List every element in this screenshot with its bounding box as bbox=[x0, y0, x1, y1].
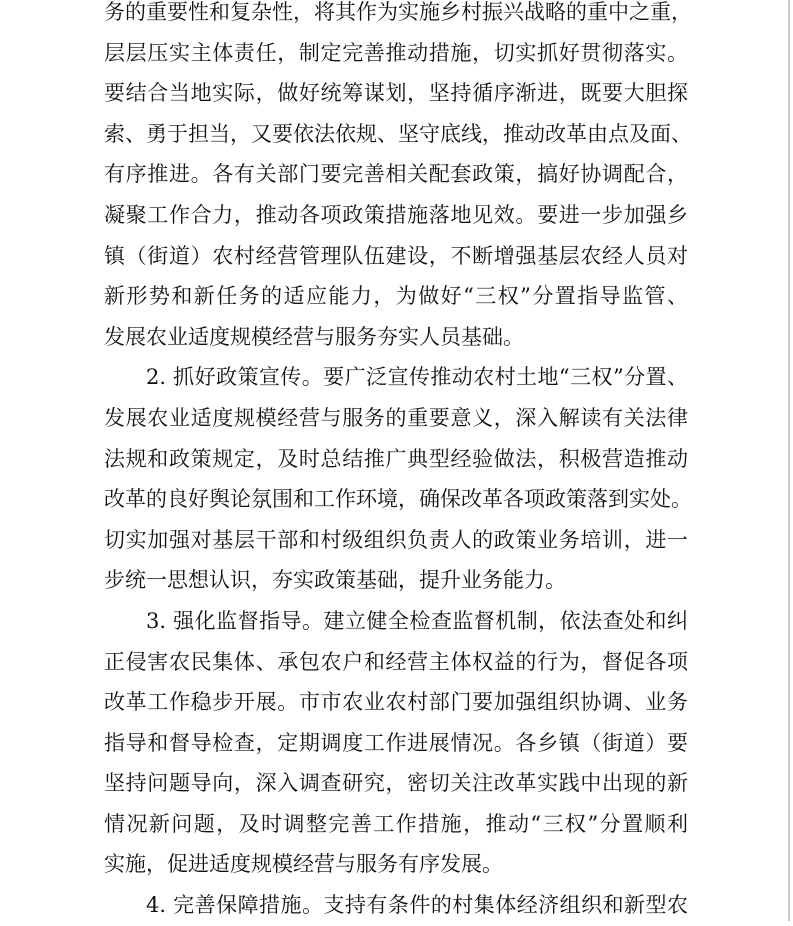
text-line: 正侵害农民集体、承包农户和经营主体权益的行为，督促各项 bbox=[104, 649, 688, 674]
text-line: 改革的良好舆论氛围和工作环境，确保改革各项政策落到实处。 bbox=[104, 487, 692, 512]
text-line: 指导和督导检查，定期调度工作进展情况。各乡镇（街道）要 bbox=[104, 730, 688, 755]
text-line: 步统一思想认识，夯实政策基础，提升业务能力。 bbox=[104, 568, 566, 593]
text-line: 发展农业适度规模经营与服务夯实人员基础。 bbox=[104, 324, 524, 349]
text-line: 实施，促进适度规模经营与服务有序发展。 bbox=[104, 852, 503, 877]
document-body bbox=[104, 0, 692, 926]
text-line: 新形势和新任务的适应能力，为做好“三权”分置指导监管、 bbox=[104, 284, 688, 309]
text-line: 发展农业适度规模经营与服务的重要意义，深入解读有关法律 bbox=[104, 405, 688, 430]
text-line: 法规和政策规定，及时总结推广典型经验做法，积极营造推动 bbox=[104, 446, 688, 471]
text-line: 有序推进。各有关部门要完善相关配套政策，搞好协调配合， bbox=[104, 162, 688, 187]
section-heading-line: 4. 完善保障措施。支持有条件的村集体经济组织和新型农 bbox=[146, 893, 688, 918]
text-line: 坚持问题导向，深入调查研究，密切关注改革实践中出现的新 bbox=[104, 771, 688, 796]
text-line: 务的重要性和复杂性，将其作为实施乡村振兴战略的重中之重， bbox=[104, 0, 692, 24]
text-line: 索、勇于担当，又要依法依规、坚守底线，推动改革由点及面、 bbox=[104, 121, 692, 146]
text-line: 凝聚工作合力，推动各项政策措施落地见效。要进一步加强乡 bbox=[104, 202, 688, 227]
section-heading-line: 2. 抓好政策宣传。要广泛宣传推动农村土地“三权”分置、 bbox=[146, 365, 688, 390]
text-line: 改革工作稳步开展。市市农业农村部门要加强组织协调、业务 bbox=[104, 690, 688, 715]
text-line: 镇（街道）农村经营管理队伍建设，不断增强基层农经人员对 bbox=[104, 243, 688, 268]
section-heading-line: 3. 强化监督指导。建立健全检查监督机制，依法查处和纠 bbox=[146, 608, 688, 633]
text-line: 要结合当地实际，做好统筹谋划，坚持循序渐进，既要大胆探 bbox=[104, 81, 688, 106]
page-edge-divider bbox=[788, 0, 790, 921]
text-line: 情况新问题，及时调整完善工作措施，推动“三权”分置顺利 bbox=[104, 811, 688, 836]
text-line: 切实加强对基层干部和村级组织负责人的政策业务培训，进一 bbox=[104, 527, 688, 552]
text-line: 层层压实主体责任，制定完善推动措施，切实抓好贯彻落实。 bbox=[104, 40, 688, 65]
